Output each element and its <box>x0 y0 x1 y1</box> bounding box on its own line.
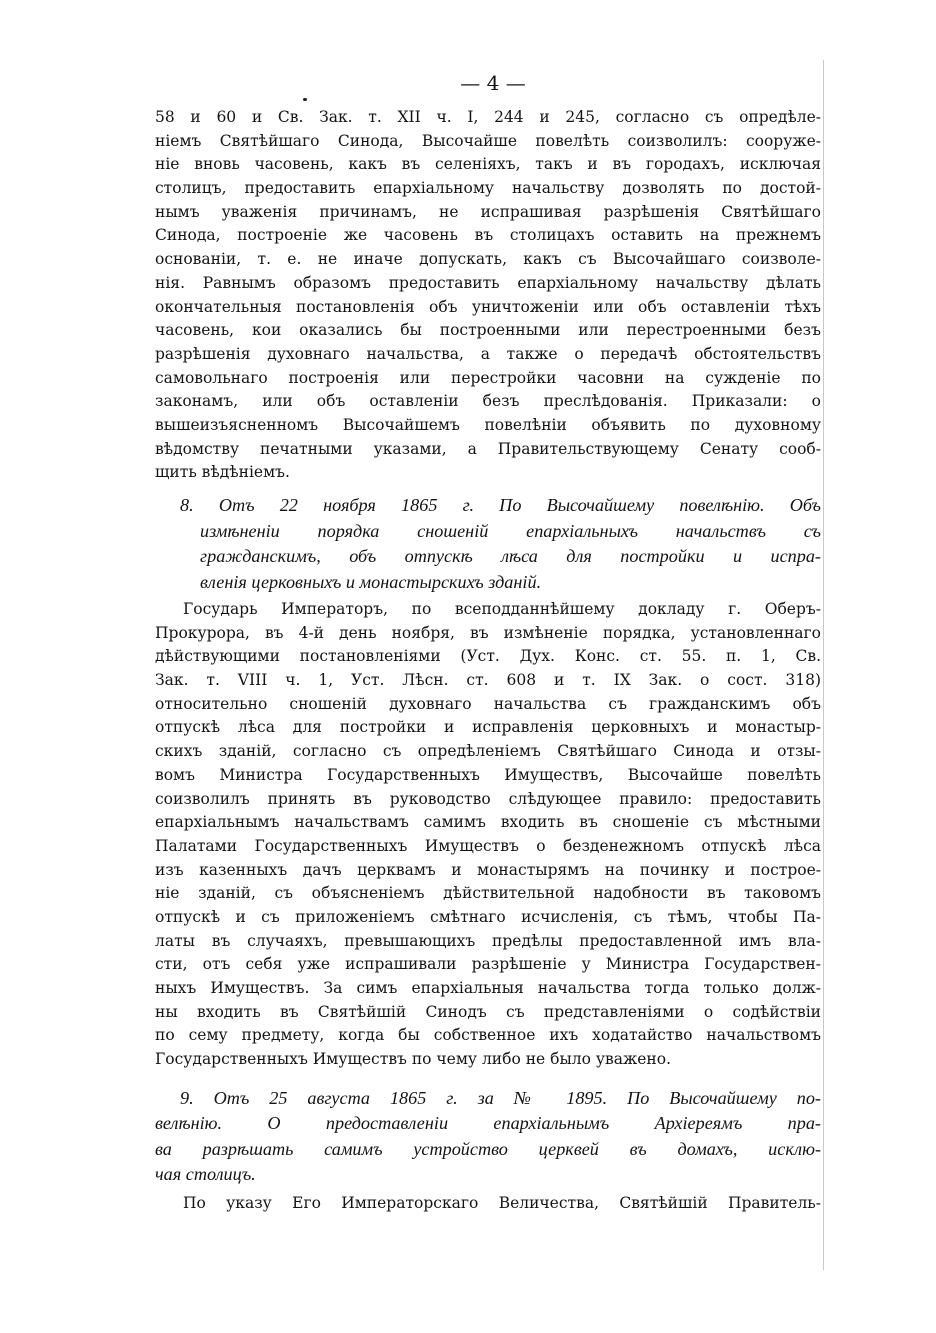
text-line: ныхъ Имуществъ. За симъ епархіальныя начальства тогда только долж- <box>155 979 821 997</box>
text-line: ны входить въ Святѣйшій Синодъ съ представленіями о содѣйствіи <box>155 1002 821 1021</box>
text-line: 9. Отъ 25 августа 1865 г. за № 1895. По Высочайшему по- <box>180 1087 821 1108</box>
text-line: столицъ, предоставить епархіальному начальству дозволять по достой- <box>155 179 821 198</box>
text-line: 8. Отъ 22 ноября 1865 г. По Высочайшему повелѣнію. Объ <box>180 495 821 515</box>
text-line: сти, отъ себя уже испрашивали разрѣшеніе у Министра Государствен- <box>155 955 821 974</box>
text-line: законамъ, или объ оставленіи безъ преслѣдованія. Приказали: о <box>155 392 821 411</box>
text-line: измѣненіи порядка сношеній епархіальныхъ начальствъ съ <box>200 520 821 541</box>
text-line: вленія церковныхъ и монастырскихъ зданій. <box>200 571 542 592</box>
paragraph-decree-continuation <box>155 106 821 485</box>
text-line: Прокурора, въ 4-й день ноября, въ измѣненіе порядка, установленнаго <box>155 623 821 642</box>
text-line: щить вѣдѣніемъ. <box>155 463 290 482</box>
text-line: велѣнію. О предоставленіи епархіальнымъ Архіереямъ пра- <box>155 1113 821 1134</box>
text-line: латы въ случаяхъ, превышающихъ предѣлы предоставленной имъ вла- <box>155 931 821 950</box>
paragraph-item-8 <box>155 598 821 1072</box>
heading-item-9 <box>155 1086 821 1188</box>
text-line: 58 и 60 и Св. Зак. т. XII ч. I, 244 и 245, согласно съ опредѣле- <box>155 108 821 126</box>
text-line: чая столицъ. <box>155 1164 256 1185</box>
text-line: нія. Равнымъ образомъ предоставить епархіальному начальству дѣлать <box>155 273 821 292</box>
page-edge-line <box>823 60 824 1270</box>
heading-item-8 <box>155 493 821 595</box>
paragraph-item-9 <box>155 1192 821 1216</box>
text-line: Государственныхъ Имуществъ по чему либо не было уважено. <box>155 1050 672 1069</box>
text-line: вѣдомству печатными указами, а Правительствующему Сенату сооб- <box>155 439 821 458</box>
text-line: вомъ Министра Государственныхъ Имуществъ, Высочайше повелѣть <box>155 765 821 784</box>
text-line: вышеизъясненномъ Высочайшемъ повелѣніи объявить по духовному <box>155 415 821 434</box>
text-line: ніе зданій, съ объясненіемъ дѣйствительной надобности въ таковомъ <box>155 884 821 903</box>
text-line: окончательныя постановленія объ уничтоженіи или объ оставленіи тѣхъ <box>155 297 821 316</box>
text-line: Палатами Государственныхъ Имуществъ о безденежномъ отпускѣ лѣса <box>155 836 821 855</box>
document-page <box>155 66 821 1215</box>
text-line: ва разрѣшать самимъ устройство церквей въ домахъ, исклю- <box>155 1138 821 1159</box>
text-line: отпускѣ лѣса для постройки и исправленія церковныхъ и монастыр- <box>155 718 821 737</box>
text-line: епархіальнымъ начальствамъ самимъ входить въ сношеніе съ мѣстными <box>155 813 821 832</box>
text-line: Зак. т. VIII ч. 1, Уст. Лѣсн. ст. 608 и т. IX Зак. о сост. 318) <box>155 671 821 690</box>
text-line: гражданскимъ, объ отпускѣ лѣса для постройки и испра- <box>200 546 821 566</box>
text-line: самовольнаго построенія или перестройки часовни на сужденіе по <box>155 368 821 387</box>
text-line: нымъ уваженія причинамъ, не испрашивая разрѣшенія Святѣйшаго <box>155 202 821 221</box>
text-line: основаніи, т. е. не иначе допускать, какъ съ Высочайшаго соизволе- <box>155 250 821 269</box>
text-line: Государь Императоръ, по всеподданнѣйшему докладу г. Оберъ- <box>183 600 821 618</box>
text-line: часовень, кои оказались бы построенными или перестроенными безъ <box>155 321 821 340</box>
text-line: По указу Его Императорскаго Величества, Святѣйшій Правитель- <box>183 1193 821 1212</box>
text-line: изъ казенныхъ дачъ церквамъ и монастырямъ на починку и построе- <box>155 860 821 879</box>
text-line: дѣйствующими постановленіями (Уст. Дух. Конс. ст. 55. п. 1, Св. <box>155 647 821 666</box>
text-line: отпускѣ и съ приложеніемъ смѣтнаго исчисленія, съ тѣмъ, чтобы Па- <box>155 907 821 926</box>
page-number: — 4 — <box>460 71 526 95</box>
text-line: соизволилъ принять въ руководство слѣдующее правило: предоставить <box>155 789 821 808</box>
text-line: скихъ зданій, согласно съ опредѣленіемъ Святѣйшаго Синода и отзы- <box>155 742 821 761</box>
text-line: по сему предмету, когда бы собственное ихъ ходатайство начальствомъ <box>155 1026 821 1045</box>
text-line: ніемъ Святѣйшаго Синода, Высочайше повелѣть соизволилъ: сооруже- <box>155 131 821 150</box>
text-line: разрѣшенія духовнаго начальства, а также о передачѣ обстоятельствъ <box>155 344 821 363</box>
text-line: Синода, построеніе же часовень въ столицахъ оставить на прежнемъ <box>155 226 821 245</box>
text-line: относительно сношеній духовнаго начальства съ гражданскимъ объ <box>155 694 821 713</box>
text-line: ніе вновь часовень, какъ въ селеніяхъ, такъ и въ городахъ, исключая <box>155 155 821 174</box>
